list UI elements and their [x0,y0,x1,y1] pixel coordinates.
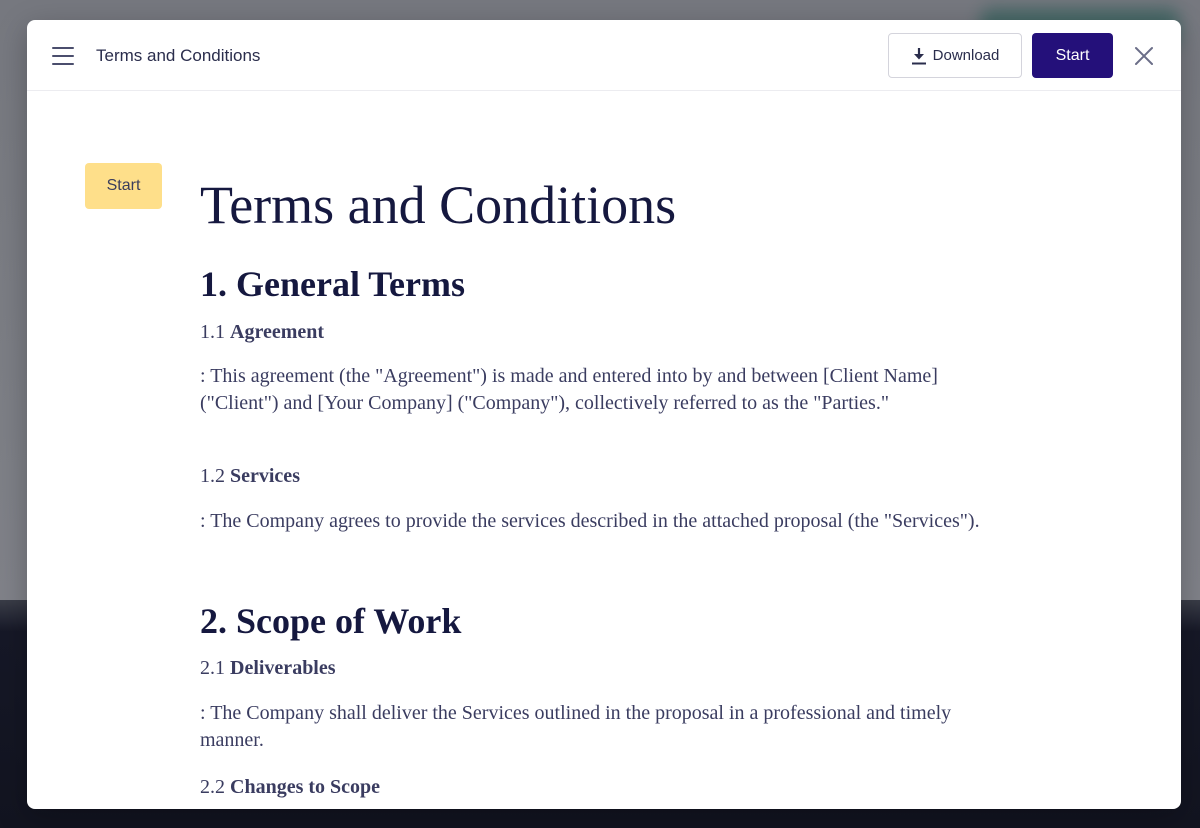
start-tag[interactable]: Start [85,163,162,209]
clause-heading [200,320,324,344]
download-button-label: Download [932,47,1000,64]
clause-number: 2.2 [200,776,225,798]
clause-text: : This agreement (the "Agreement") is made and entered into by and between [Client Name] ("Client") and [Your Company] ("Company"), collectively referred to as the "Parties." [200,365,938,414]
document-title: Terms and Conditions [200,175,677,235]
section-heading: 1. General Terms [200,264,465,304]
start-button[interactable]: Start [1032,33,1113,78]
modal-title: Terms and Conditions [96,46,261,65]
clause-title: Changes to Scope [230,776,381,798]
section-heading: 2. Scope of Work [200,601,462,641]
clause-heading [200,464,300,488]
clause-title: Agreement [230,321,325,343]
clause-title: Services [230,465,300,487]
clause-number: 1.1 [200,321,225,343]
terms-modal [27,20,1181,809]
clause-text: : The Company agrees to provide the services described in the attached proposal (the "Services"). [200,510,980,532]
modal-header [27,20,1181,91]
clause-number: 2.1 [200,657,225,679]
clause-heading [200,775,380,799]
clause-heading [200,656,336,680]
download-button[interactable] [888,33,1022,78]
close-x-icon[interactable] [1132,44,1156,68]
download-arrow-icon [911,47,927,65]
clause-number: 1.2 [200,465,225,487]
hamburger-menu-icon[interactable] [51,44,75,68]
clause-text: : The Company shall deliver the Services outlined in the proposal in a professional and timely manner. [200,702,952,751]
clause-title: Deliverables [230,657,336,679]
